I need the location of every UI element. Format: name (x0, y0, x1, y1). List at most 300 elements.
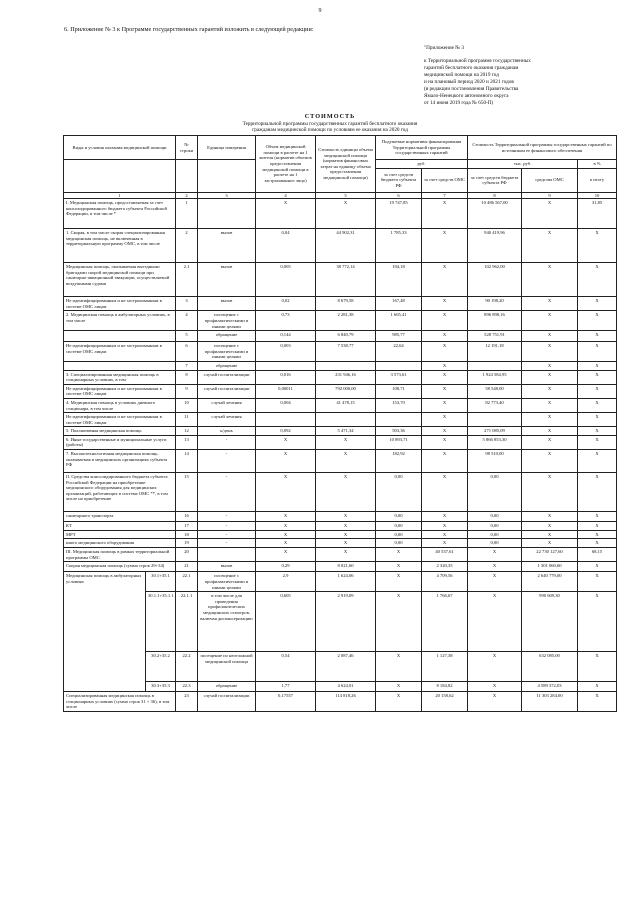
row-pct: Х (578, 652, 617, 682)
row-unit: случай лечения (198, 413, 256, 427)
row-pn2: Х (422, 522, 468, 531)
row-vol: 0,02 (256, 297, 316, 311)
table-row (64, 413, 617, 427)
row-t1: 0,00 (468, 522, 522, 531)
row-unit: - (198, 473, 256, 512)
row-number: 3 (176, 297, 198, 311)
column-number: 4 (256, 192, 316, 199)
row-t1: 82 773,40 (468, 398, 522, 412)
table-row (64, 450, 617, 473)
row-number: 13 (176, 435, 198, 449)
header-share: к итогу (578, 168, 617, 192)
row-t1: 528 751,91 (468, 331, 522, 342)
row-t2: Х (522, 342, 578, 362)
row-unit: посещение с профилактическими и иными целями (198, 311, 256, 331)
row-unit: посещение с профилактическими и иными целями (198, 342, 256, 362)
row-pn2: 2 320,35 (422, 562, 468, 572)
table-row (64, 199, 617, 229)
row-number: 12 (176, 427, 198, 436)
row-reference: 30.2+35.2 (146, 652, 176, 682)
header-per-capita: Подушевые нормативы финансирования Территориальной программы государственных гарантий (376, 136, 468, 160)
header-unit-rub: руб. (376, 160, 468, 169)
document-subtitle: гражданам медицинской помощи по условиям ее оказания на 2020 год (252, 127, 408, 133)
row-name (64, 331, 176, 342)
row-name: 3. Специализированная медицинская помощь в стационарных условиях, в том (64, 370, 176, 384)
row-number: 22.3 (176, 682, 198, 692)
row-name: I. Медицинская помощь, предоставляемая за счет консолидированного бюджета субъекта Российской Федерации, в том числе * (64, 199, 176, 229)
row-number: 11 (176, 413, 198, 427)
row-pct: Х (578, 263, 617, 297)
row-name: Не идентифицированным и не застрахованным в системе ОМС лицам (64, 413, 176, 427)
row-pn1: 503,36 (376, 427, 422, 436)
row-pn1: 167,48 (376, 297, 422, 311)
row-unit: вызов (198, 297, 256, 311)
row-pn1: 0,00 (376, 512, 422, 522)
row-vol: 0,605 (256, 592, 316, 652)
row-pn2: Х (422, 263, 468, 297)
row-number: 22.2 (176, 652, 198, 682)
table-row (64, 229, 617, 263)
row-vol: Х (256, 512, 316, 522)
row-pn1: Х (376, 548, 422, 562)
cost-table (63, 135, 617, 712)
row-name: 2. Медицинская помощь в амбулаторных условиях, в том числе (64, 311, 176, 331)
row-unit: вызов (198, 263, 256, 297)
table-row (64, 682, 617, 692)
row-pn1 (376, 413, 422, 427)
row-t1: 90 198,20 (468, 297, 522, 311)
row-vol: 0,54 (256, 652, 316, 682)
column-numbers-row (64, 192, 617, 199)
table-row (64, 370, 617, 384)
row-number: 2 (176, 229, 198, 263)
header-budget-total: за счет средств бюджета субъекта РФ (468, 168, 522, 192)
document-subtitle: Территориальной программы государственных гарантий бесплатного оказания (242, 121, 418, 127)
header-budget: за счет средств бюджета субъекта РФ (376, 168, 422, 192)
row-t1 (468, 361, 522, 370)
row-number: 14 (176, 450, 198, 473)
table-row (64, 384, 617, 398)
row-unit: - (198, 530, 256, 539)
row-pct: 68,15 (578, 548, 617, 562)
row-cost: 7 538,77 (316, 342, 376, 362)
row-t2: 1 301 060,60 (522, 562, 578, 572)
table-row (64, 331, 617, 342)
row-name: Не идентифицированным и не застрахованным в системе ОМС лицам (64, 384, 176, 398)
row-pct: Х (578, 539, 617, 548)
row-number: 22.1.1 (176, 592, 198, 652)
row-unit: посещение по неотложной медицинской помощи (198, 652, 256, 682)
row-cost: Х (316, 512, 376, 522)
table-row (64, 361, 617, 370)
row-vol: Х (256, 522, 316, 531)
row-vol: Х (256, 199, 316, 229)
row-unit: - (198, 512, 256, 522)
row-unit: случай госпитализации (198, 370, 256, 384)
row-name: 6. Иные государственные и муниципальные услуги (работы) (64, 435, 176, 449)
row-t1 (468, 413, 522, 427)
row-t1: 5 866 853,30 (468, 435, 522, 449)
row-t1: Х (468, 548, 522, 562)
row-vol: 0,17557 (256, 692, 316, 712)
row-t1: 98 510,00 (468, 450, 522, 473)
row-name: Не идентифицированным и не застрахованным в системе ОМС лицам (64, 297, 176, 311)
column-number: 2 (176, 192, 198, 199)
row-unit (198, 548, 256, 562)
row-vol: Х (256, 450, 316, 473)
row-name: 1. Скорая, в том числе скорая специализированная медицинская помощь, не включенная в территориальную программу ОМС, в том числе (64, 229, 176, 263)
row-t1: Х (468, 652, 522, 682)
row-vol: Х (256, 435, 316, 449)
row-pct: Х (578, 572, 617, 592)
row-name: Не идентифицированным и не застрахованным в системе ОМС лицам (64, 342, 176, 362)
row-pn1: 0,00 (376, 530, 422, 539)
row-pct: Х (578, 512, 617, 522)
row-pn2: Х (422, 331, 468, 342)
row-cost: 2 087,46 (316, 652, 376, 682)
table-row (64, 427, 617, 436)
row-cost: 5 471,34 (316, 427, 376, 436)
row-unit: вызов (198, 229, 256, 263)
row-pn2: 20 158,62 (422, 692, 468, 712)
table-row (64, 342, 617, 362)
row-number: 16 (176, 512, 198, 522)
appendix-line: и на плановый период 2020 и 2021 годов (424, 79, 514, 85)
row-pn2: Х (422, 413, 468, 427)
header-blank (198, 160, 256, 193)
row-cost (316, 413, 376, 427)
row-pn2: Х (422, 361, 468, 370)
row-t1: 0,00 (468, 530, 522, 539)
row-number: 1 (176, 199, 198, 229)
header-blank (176, 160, 198, 193)
group-label: Медицинская помощь в амбулаторных условиях (64, 572, 146, 692)
row-number: 6 (176, 342, 198, 362)
row-cost: Х (316, 199, 376, 229)
row-number: 7 (176, 361, 198, 370)
column-number: 9 (522, 192, 578, 199)
row-number: 17 (176, 522, 198, 531)
row-t1: 1 924 584,95 (468, 370, 522, 384)
row-pn2: Х (422, 512, 468, 522)
row-number: 18 (176, 530, 198, 539)
column-number: 8 (468, 192, 522, 199)
row-t2: Х (522, 450, 578, 473)
row-name: Скорая медицинская помощь (сумма строк 29+34) (64, 562, 176, 572)
row-t1: Х (468, 562, 522, 572)
appendix-line: Ямало-Ненецкого автономного округа (424, 93, 509, 99)
row-t1: 102 962,00 (468, 263, 522, 297)
row-vol: 1,77 (256, 682, 316, 692)
row-pn1: 0,00 (376, 473, 422, 512)
row-t1: 0,00 (468, 539, 522, 548)
row-pn2: 40 537,61 (422, 548, 468, 562)
row-vol: Х (256, 539, 316, 548)
row-t2: Х (522, 435, 578, 449)
row-t2: Х (522, 530, 578, 539)
row-pn1: 108,71 (376, 384, 422, 398)
row-t2: Х (522, 384, 578, 398)
intro-text: 6. Приложение № 3 к Программе государственных гарантий изложить в следующей редакции: (64, 26, 314, 33)
row-name: II. Средства консолидированного бюджета субъекта Российской Федерации на приобретение медицинского оборудования для медицинских организаций, работающих в системе ОМС **, в том числе на приобретение (64, 473, 176, 512)
row-number: 9 (176, 384, 198, 398)
row-pn2: Х (422, 384, 468, 398)
row-vol: Х (256, 548, 316, 562)
row-name: 7. Высокотехнологичная медицинская помощь, оказываемая в медицинских организациях субъекта РФ (64, 450, 176, 473)
row-pn1: Х (376, 592, 422, 652)
row-pn2: 8 184,82 (422, 682, 468, 692)
row-cost: 792 000,00 (316, 384, 376, 398)
row-unit: случай госпитализации (198, 384, 256, 398)
row-cost: 1 624,06 (316, 572, 376, 592)
row-pn2: Х (422, 530, 468, 539)
row-pn2: 4 709,56 (422, 572, 468, 592)
row-cost: 4 624,01 (316, 682, 376, 692)
table-row (64, 539, 617, 548)
row-pct: Х (578, 297, 617, 311)
appendix-line: от 14 июня 2019 года № 650-П) (424, 100, 494, 106)
row-t2: Х (522, 427, 578, 436)
row-pn2: Х (422, 427, 468, 436)
table-row (64, 512, 617, 522)
row-cost: 41 478,15 (316, 398, 376, 412)
row-pn2: Х (422, 539, 468, 548)
row-vol: 0,29 (256, 562, 316, 572)
row-unit: - (198, 539, 256, 548)
table-row (64, 311, 617, 331)
row-t2: Х (522, 370, 578, 384)
row-unit: в том числе для проведения профилактических медицинских осмотров, включая диспансеризацию (198, 592, 256, 652)
column-number: 5 (316, 192, 376, 199)
row-pn1: Х (376, 562, 422, 572)
row-t1: 10 486 567,00 (468, 199, 522, 229)
row-pn1: 0,00 (376, 539, 422, 548)
header-unit-cost: Стоимость единицы объема медицинской помощи (норматив финансовых затрат на единицу объема предоставления медицинской помощи) (316, 136, 376, 193)
row-vol: 0,016 (256, 370, 316, 384)
header-row-number: № строки (176, 136, 198, 160)
row-pn1: Х (376, 572, 422, 592)
row-reference: 30.3+35.3 (146, 682, 176, 692)
row-pn1 (376, 361, 422, 370)
row-pn1: 194,18 (376, 263, 422, 297)
row-t1: Х (468, 692, 522, 712)
column-number: 6 (376, 192, 422, 199)
row-pn1: Х (376, 682, 422, 692)
row-cost: 231 946,16 (316, 370, 376, 384)
document-title: СТОИМОСТЬ (304, 113, 356, 120)
row-t1: 58 548,00 (468, 384, 522, 398)
row-cost: 6 840,79 (316, 331, 376, 342)
table-row (64, 530, 617, 539)
row-pct: Х (578, 530, 617, 539)
appendix-line: медицинской помощи на 2019 год (424, 72, 499, 78)
row-number: 8 (176, 370, 198, 384)
row-t2: Х (522, 263, 578, 297)
header-volume: Объем медицинской помощи в расчете на 1 жителя (норматив объемов предоставления медицинской помощи в расчете на 1 застрахованное лицо) (256, 136, 316, 193)
header-omc: за счет средств ОМС (422, 168, 468, 192)
row-pn2: Х (422, 473, 468, 512)
row-cost: Х (316, 473, 376, 512)
row-cost: Х (316, 530, 376, 539)
row-vol: Х (256, 473, 316, 512)
row-t2: Х (522, 297, 578, 311)
row-name: III. Медицинская помощь в рамках территориальной программы ОМС (64, 548, 176, 562)
row-pct: Х (578, 592, 617, 652)
appendix-line: к Территориальной программе государственных (424, 58, 531, 64)
row-pn1: 1 785,33 (376, 229, 422, 263)
row-number: 22.1 (176, 572, 198, 592)
row-pn1: 3 573,61 (376, 370, 422, 384)
row-cost: 38 772,14 (316, 263, 376, 297)
row-unit: вызов (198, 562, 256, 572)
row-number: 10 (176, 398, 198, 412)
row-t2: 22 730 127,60 (522, 548, 578, 562)
row-pct: Х (578, 361, 617, 370)
row-vol: 0,092 (256, 427, 316, 436)
row-t1: Х (468, 572, 522, 592)
row-name: Медицинская помощь, оказываемая выездными бригадами скорой медицинской помощи при санитарно-авиационной эвакуации, осуществляемой воздушными судами (64, 263, 176, 297)
table-row (64, 263, 617, 297)
row-pn1: 985,77 (376, 331, 422, 342)
column-number: 3 (198, 192, 256, 199)
row-cost: Х (316, 450, 376, 473)
row-pn1: 1 665,41 (376, 311, 422, 331)
row-pn1: Х (376, 652, 422, 682)
column-number: 1 (64, 192, 176, 199)
row-t2: Х (522, 413, 578, 427)
row-cost: 114 818,26 (316, 692, 376, 712)
row-t1: 0,00 (468, 512, 522, 522)
row-number: 19 (176, 539, 198, 548)
row-cost: Х (316, 539, 376, 548)
row-t2: Х (522, 522, 578, 531)
row-reference: 30.1.1+35.1.1 (146, 592, 176, 652)
row-t2: 2 640 779,00 (522, 572, 578, 592)
row-number: 15 (176, 473, 198, 512)
row-pct: Х (578, 522, 617, 531)
row-cost: Х (316, 548, 376, 562)
row-t2: 632 085,00 (522, 652, 578, 682)
row-t2: 11 303 284,00 (522, 692, 578, 712)
row-t2: Х (522, 331, 578, 342)
row-cost: Х (316, 435, 376, 449)
row-pct: Х (578, 427, 617, 436)
row-unit: посещение с профилактическими и иными целями (198, 572, 256, 592)
row-t1: 896 898,16 (468, 311, 522, 331)
header-kind: Виды и условия оказания медицинской помощи (64, 136, 176, 160)
row-pct: Х (578, 435, 617, 449)
row-vol (256, 361, 316, 370)
row-pn2: Х (422, 229, 468, 263)
appendix-line: гарантий бесплатного оказания гражданам (424, 65, 519, 71)
row-pn1: 22,64 (376, 342, 422, 362)
row-number: 2.1 (176, 263, 198, 297)
row-vol: 0,73 (256, 311, 316, 331)
row-name: иного медицинского оборудования (64, 539, 176, 548)
row-pn2: Х (422, 342, 468, 362)
column-number: 7 (422, 192, 468, 199)
row-name: МРТ (64, 530, 176, 539)
table-row (64, 572, 617, 592)
row-t2: Х (522, 512, 578, 522)
row-t2: Х (522, 398, 578, 412)
row-t1: 940 419,96 (468, 229, 522, 263)
row-t2: 4 589 372,03 (522, 682, 578, 692)
row-pn2: Х (422, 435, 468, 449)
row-pn1: 0,00 (376, 522, 422, 531)
row-pct: Х (578, 413, 617, 427)
row-vol: 0,04 (256, 229, 316, 263)
row-unit: к/день (198, 427, 256, 436)
row-unit: - (198, 450, 256, 473)
row-pct: Х (578, 342, 617, 362)
row-t2: Х (522, 473, 578, 512)
row-pct: Х (578, 473, 617, 512)
table-row (64, 435, 617, 449)
row-reference: 30.1+35.1 (146, 572, 176, 592)
row-pct: Х (578, 562, 617, 572)
row-pn1: 10 893,71 (376, 435, 422, 449)
header-unit: Единица измерения (198, 136, 256, 160)
row-number: 5 (176, 331, 198, 342)
row-vol: 0,003 (256, 342, 316, 362)
row-pn2: Х (422, 450, 468, 473)
row-name: санитарного транспорта (64, 512, 176, 522)
row-cost: Х (316, 522, 376, 531)
row-pct: Х (578, 331, 617, 342)
row-pct: Х (578, 229, 617, 263)
row-vol: 0,144 (256, 331, 316, 342)
table-row (64, 548, 617, 562)
row-t2: Х (522, 229, 578, 263)
row-name: 5. Паллиативная медицинская помощь (64, 427, 176, 436)
row-number: 20 (176, 548, 198, 562)
row-t1: Х (468, 592, 522, 652)
header-program-cost: Стоимость Территориальной программы государственных гарантий по источникам ее финансового обеспечения (468, 136, 617, 160)
row-pn2: Х (422, 370, 468, 384)
row-t1: 271 085,09 (468, 427, 522, 436)
row-pct: Х (578, 398, 617, 412)
row-vol (256, 413, 316, 427)
row-vol: 0,004 (256, 398, 316, 412)
header-blank (64, 160, 176, 193)
table-row (64, 398, 617, 412)
header-unit-thousand-rub: тыс. руб. (468, 160, 578, 169)
row-cost: 8 021,60 (316, 562, 376, 572)
page-number: 9 (318, 8, 322, 14)
row-unit: - (198, 522, 256, 531)
appendix-line: "Приложение № 3 (424, 45, 465, 51)
row-t1: Х (468, 682, 522, 692)
row-pct: Х (578, 692, 617, 712)
row-name: КТ (64, 522, 176, 531)
row-t1: 0,00 (468, 473, 522, 512)
row-unit: случай лечения (198, 398, 256, 412)
row-pn2: 1 766,67 (422, 592, 468, 652)
row-pn2: Х (422, 297, 468, 311)
row-unit: обращение (198, 682, 256, 692)
row-pct: Х (578, 450, 617, 473)
row-pn2: Х (422, 311, 468, 331)
table-row (64, 562, 617, 572)
row-cost: 44 902,31 (316, 229, 376, 263)
row-t2: Х (522, 311, 578, 331)
row-pn2: Х (422, 398, 468, 412)
row-pct: Х (578, 370, 617, 384)
row-t2: Х (522, 199, 578, 229)
row-pct: Х (578, 311, 617, 331)
row-unit: - (198, 435, 256, 449)
